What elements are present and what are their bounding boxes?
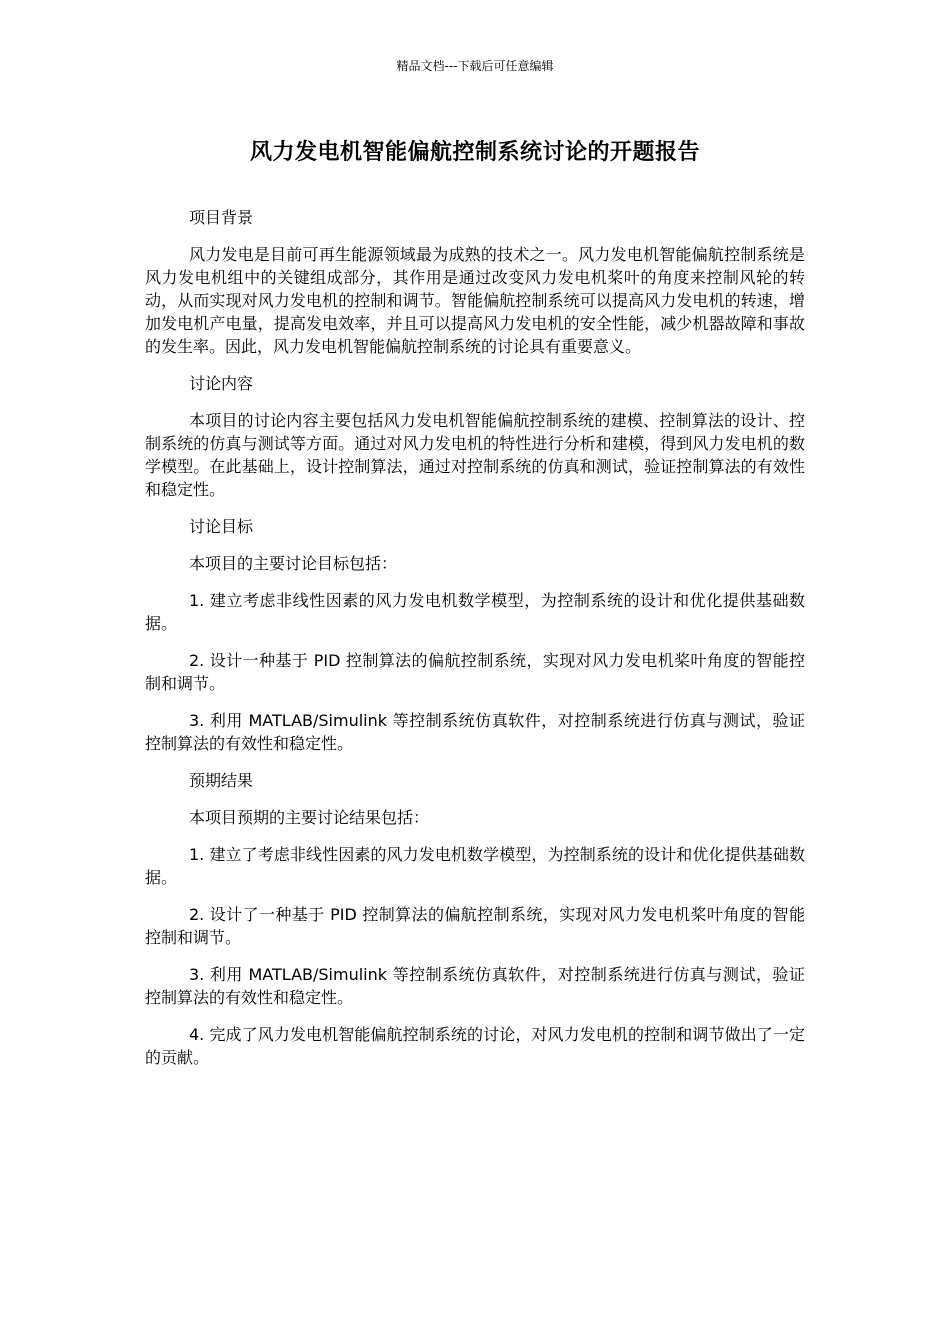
result-item: 2. 设计了一种基于 PID 控制算法的偏航控制系统，实现对风力发电机桨叶角度的智能控制和调节。 (145, 905, 805, 947)
goal-item: 3. 利用 MATLAB/Simulink 等控制系统仿真软件，对控制系统进行仿真与测试，验证控制算法的有效性和稳定性。 (145, 711, 805, 753)
section-heading-background: 项目背景 (189, 208, 254, 227)
section-heading-goals: 讨论目标 (189, 517, 254, 536)
page-header: 精品文档---下载后可任意编辑 (396, 59, 554, 73)
goal-item: 2. 设计一种基于 PID 控制算法的偏航控制系统，实现对风力发电机桨叶角度的智能控制和调节。 (145, 651, 805, 693)
result-item: 1. 建立了考虑非线性因素的风力发电机数学模型，为控制系统的设计和优化提供基础数据。 (145, 845, 805, 887)
document-title: 风力发电机智能偏航控制系统讨论的开题报告 (249, 140, 700, 165)
goal-item: 1. 建立考虑非线性因素的风力发电机数学模型，为控制系统的设计和优化提供基础数据。 (145, 591, 805, 633)
document-body (145, 206, 805, 1083)
goals-intro: 本项目的主要讨论目标包括： (189, 554, 398, 573)
result-item: 4. 完成了风力发电机智能偏航控制系统的讨论，对风力发电机的控制和调节做出了一定的贡献。 (145, 1025, 805, 1067)
result-item: 3. 利用 MATLAB/Simulink 等控制系统仿真软件，对控制系统进行仿真与测试，验证控制算法的有效性和稳定性。 (145, 965, 805, 1007)
paragraph-content: 本项目的讨论内容主要包括风力发电机智能偏航控制系统的建模、控制算法的设计、控制系统的仿真与测试等方面。通过对风力发电机的特性进行分析和建模，得到风力发电机的数学模型。在此基础上，设计控制算法，通过对控制系统的仿真和测试，验证控制算法的有效性和稳定性。 (145, 411, 805, 499)
results-intro: 本项目预期的主要讨论结果包括： (189, 808, 430, 827)
section-heading-content: 讨论内容 (189, 374, 254, 393)
paragraph-background: 风力发电是目前可再生能源领域最为成熟的技术之一。风力发电机智能偏航控制系统是风力发电机组中的关键组成部分，其作用是通过改变风力发电机桨叶的角度来控制风轮的转动，从而实现对风力发电机的控制和调节。智能偏航控制系统可以提高风力发电机的转速，增加发电机产电量，提高发电效率，并且可以提高风力发电机的安全性能，减少机器故障和事故的发生率。因此，风力发电机智能偏航控制系统的讨论具有重要意义。 (145, 245, 805, 356)
section-heading-results: 预期结果 (189, 771, 254, 790)
